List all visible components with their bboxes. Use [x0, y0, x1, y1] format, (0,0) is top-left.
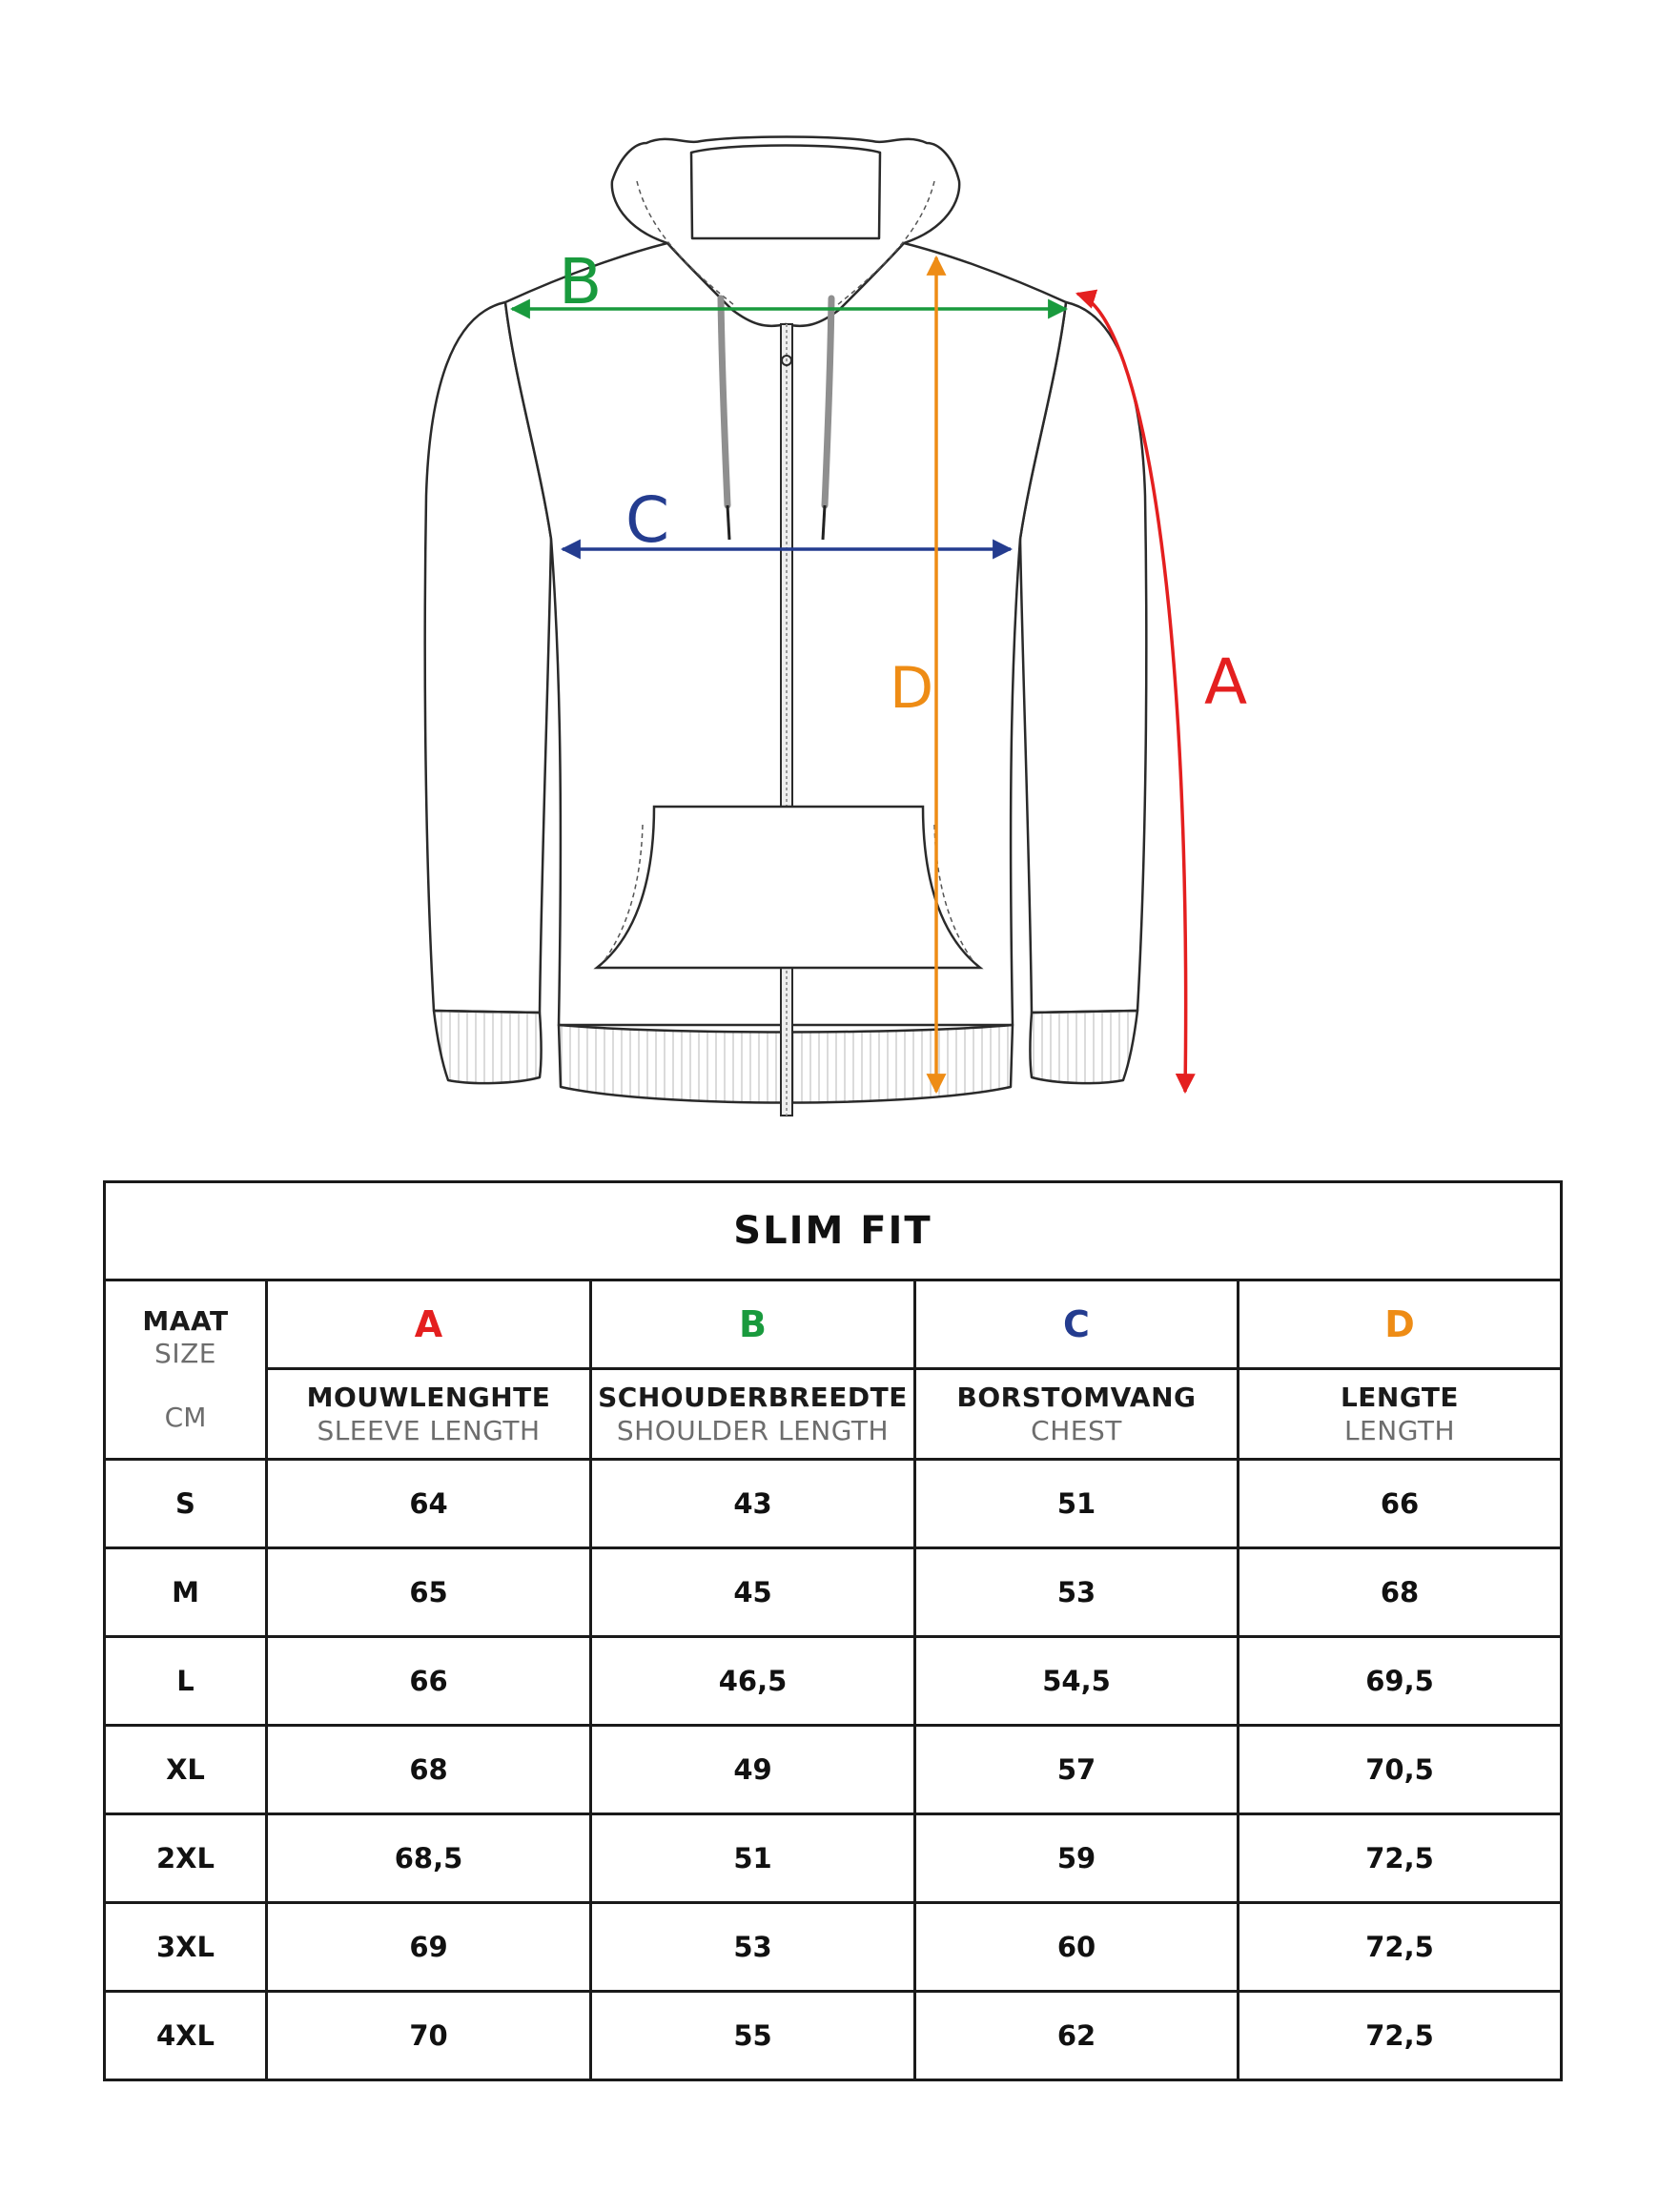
column-letter-c: C — [915, 1280, 1239, 1369]
table-title: SLIM FIT — [105, 1182, 1562, 1280]
size-header-en: SIZE — [154, 1337, 216, 1369]
column-name-nl: LENGTE — [1340, 1382, 1460, 1413]
column-name-a — [267, 1369, 591, 1460]
column-name-en: CHEST — [1031, 1415, 1122, 1446]
column-letter-b: B — [591, 1280, 915, 1369]
size-cell: L — [105, 1637, 267, 1726]
value-cell: 59 — [915, 1814, 1239, 1903]
value-cell: 57 — [915, 1726, 1239, 1814]
left-cuff — [434, 1011, 542, 1083]
value-cell: 45 — [591, 1548, 915, 1637]
size-cell: XL — [105, 1726, 267, 1814]
value-cell: 68,5 — [267, 1814, 591, 1903]
label-b: B — [559, 245, 603, 318]
value-cell: 66 — [1239, 1460, 1562, 1548]
column-name-nl: MOUWLENGHTE — [306, 1382, 551, 1413]
column-letter-d: D — [1239, 1280, 1562, 1369]
value-cell: 69 — [267, 1903, 591, 1992]
value-cell: 46,5 — [591, 1637, 915, 1726]
column-name-en: SHOULDER LENGTH — [616, 1415, 890, 1446]
size-cell: M — [105, 1548, 267, 1637]
column-name-d — [1239, 1369, 1562, 1460]
column-name-nl: SCHOUDERBREEDTE — [598, 1382, 908, 1413]
table-row — [105, 1726, 1562, 1814]
value-cell: 49 — [591, 1726, 915, 1814]
label-d: D — [890, 655, 934, 722]
value-cell: 51 — [591, 1814, 915, 1903]
zipper — [781, 324, 792, 1116]
column-name-c — [915, 1369, 1239, 1460]
value-cell: 72,5 — [1239, 1814, 1562, 1903]
column-name-nl: BORSTOMVANG — [956, 1382, 1197, 1413]
value-cell: 53 — [915, 1548, 1239, 1637]
column-letter-row — [105, 1280, 1562, 1369]
column-name-en: SLEEVE LENGTH — [317, 1415, 541, 1446]
column-name-row — [105, 1369, 1562, 1460]
value-cell: 68 — [267, 1726, 591, 1814]
size-chart-table — [103, 1180, 1563, 2081]
table-row — [105, 1992, 1562, 2080]
right-cuff — [1031, 1011, 1138, 1083]
value-cell: 60 — [915, 1903, 1239, 1992]
table-row — [105, 1814, 1562, 1903]
value-cell: 54,5 — [915, 1637, 1239, 1726]
column-name-b — [591, 1369, 915, 1460]
size-cell: 3XL — [105, 1903, 267, 1992]
value-cell: 62 — [915, 1992, 1239, 2080]
label-c: C — [625, 483, 670, 557]
value-cell: 64 — [267, 1460, 591, 1548]
value-cell: 51 — [915, 1460, 1239, 1548]
value-cell: 55 — [591, 1992, 915, 2080]
value-cell: 72,5 — [1239, 1992, 1562, 2080]
size-cell: 4XL — [105, 1992, 267, 2080]
column-letter-a: A — [267, 1280, 591, 1369]
table-row — [105, 1903, 1562, 1992]
value-cell: 70 — [267, 1992, 591, 2080]
column-name-en: LENGTH — [1343, 1415, 1456, 1446]
unit-label: CM — [164, 1402, 207, 1434]
table-title-row — [105, 1182, 1562, 1280]
value-cell: 53 — [591, 1903, 915, 1992]
size-header-cell — [105, 1280, 267, 1460]
hood-lining — [691, 146, 880, 239]
size-cell: 2XL — [105, 1814, 267, 1903]
pocket — [597, 807, 980, 968]
size-header-nl: MAAT — [142, 1305, 229, 1338]
label-a: A — [1204, 645, 1248, 719]
value-cell: 65 — [267, 1548, 591, 1637]
table-row — [105, 1548, 1562, 1637]
table-row — [105, 1637, 1562, 1726]
value-cell: 68 — [1239, 1548, 1562, 1637]
value-cell: 72,5 — [1239, 1903, 1562, 1992]
value-cell: 66 — [267, 1637, 591, 1726]
size-cell: S — [105, 1460, 267, 1548]
value-cell: 43 — [591, 1460, 915, 1548]
value-cell: 69,5 — [1239, 1637, 1562, 1726]
table-row — [105, 1460, 1562, 1548]
value-cell: 70,5 — [1239, 1726, 1562, 1814]
